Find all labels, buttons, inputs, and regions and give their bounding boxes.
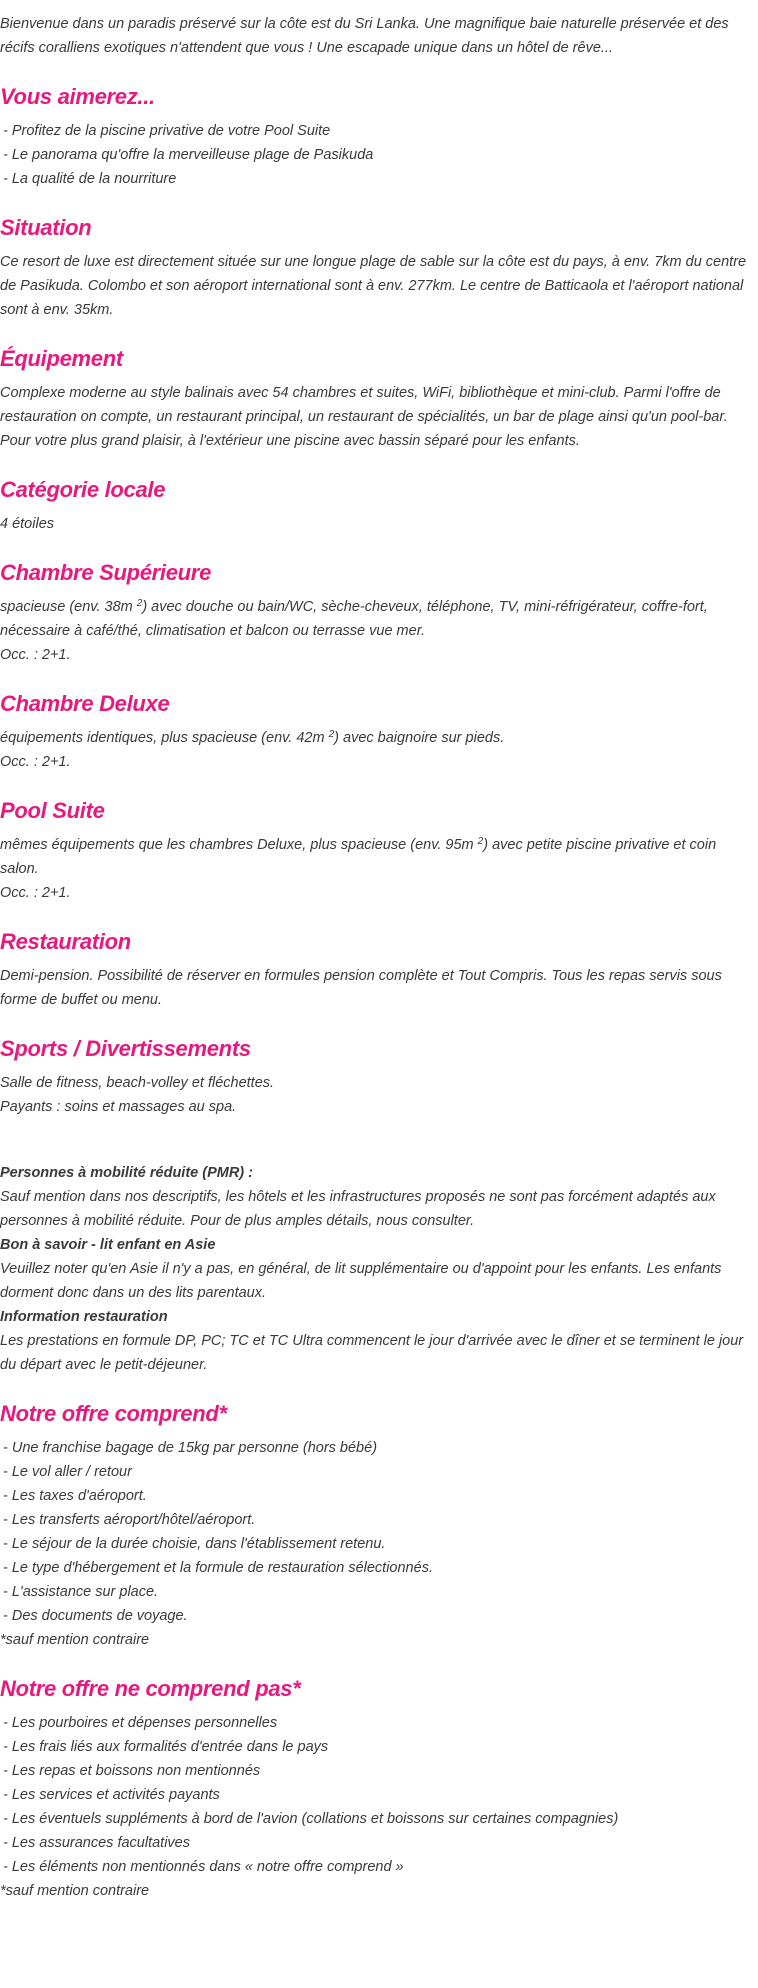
section-title-offre-ne-comprend-pas: Notre offre ne comprend pas* <box>0 1676 301 1701</box>
section-title-pool-suite: Pool Suite <box>0 798 105 823</box>
section-offre-ne-comprend-pas <box>0 1674 758 1903</box>
list-item: - Les taxes d'aéroport. <box>3 1488 147 1504</box>
situation-text: Ce resort de luxe est directement située sur une longue plage de sable sur la côte est du pays, à env. 7km du centre de Pasikuda. Colombo et son aéroport international sont à env. 277km. Le centre de Batticaola et l'aéroport national sont à env. 35km. <box>0 254 747 318</box>
pool-suite-occ: Occ. : 2+1. <box>0 885 71 901</box>
categorie-text: 4 étoiles <box>0 516 55 532</box>
resto-info-text: Les prestations en formule DP, PC; TC et TC Ultra commencent le jour d'arrivée avec le dîner et se terminent le jour du départ avec le petit-déjeuner. <box>0 1333 744 1373</box>
offre-comprend-note: *sauf mention contraire <box>0 1632 150 1648</box>
list-item: - Les frais liés aux formalités d'entrée dans le pays <box>3 1739 329 1755</box>
section-title-offre-comprend: Notre offre comprend* <box>0 1401 227 1426</box>
section-title-chambre-deluxe: Chambre Deluxe <box>0 691 170 716</box>
chambre-superieure-text <box>0 595 758 643</box>
section-infos <box>0 1161 758 1377</box>
list-item: - Une franchise bagage de 15kg par personne (hors bébé) <box>3 1440 378 1456</box>
list-item: - Le vol aller / retour <box>3 1464 132 1480</box>
section-restauration <box>0 927 758 1012</box>
restauration-text: Demi-pension. Possibilité de réserver en formules pension complète et Tout Compris. Tous les repas servis sous forme de buffet ou menu. <box>0 968 722 1008</box>
section-title-vous-aimerez: Vous aimerez... <box>0 84 155 109</box>
list-item: - L'assistance sur place. <box>3 1584 159 1600</box>
list-item: - Le séjour de la durée choisie, dans l'établissement retenu. <box>3 1536 386 1552</box>
list-item: - Les éventuels suppléments à bord de l'avion (collations et boissons sur certaines compagnies) <box>3 1811 619 1827</box>
list-item: - Le type d'hébergement et la formule de restauration sélectionnés. <box>3 1560 433 1576</box>
superscript: 2 <box>477 836 484 847</box>
text-after: ) avec baignoire sur pieds. <box>334 730 505 746</box>
text-before: spacieuse (env. 38m <box>0 599 137 615</box>
section-title-categorie: Catégorie locale <box>0 477 166 502</box>
equipement-text: Complexe moderne au style balinais avec 54 chambres et suites, WiFi, bibliothèque et mini-club. Parmi l'offre de restauration on compte, un restaurant principal, un restaurant de spécialités, un bar de plage ainsi qu'un pool-bar. Pour votre plus grand plaisir, à l'extérieur une piscine avec bassin séparé pour les enfants. <box>0 385 728 449</box>
section-sports <box>0 1034 758 1119</box>
section-equipement <box>0 344 758 453</box>
chambre-superieure-occ: Occ. : 2+1. <box>0 647 71 663</box>
resto-info-title: Information restauration <box>0 1309 168 1325</box>
lit-title: Bon à savoir - lit enfant en Asie <box>0 1237 216 1253</box>
list-item: - Les pourboires et dépenses personnelles <box>3 1715 278 1731</box>
section-title-chambre-superieure: Chambre Supérieure <box>0 560 212 585</box>
superscript: 2 <box>136 598 143 609</box>
list-item: - La qualité de la nourriture <box>3 171 177 187</box>
section-chambre-deluxe <box>0 689 758 774</box>
section-title-situation: Situation <box>0 215 92 240</box>
list-item: - Des documents de voyage. <box>3 1608 188 1624</box>
section-offre-comprend <box>0 1399 758 1652</box>
text-before: mêmes équipements que les chambres Deluxe, plus spacieuse (env. 95m <box>0 837 478 853</box>
section-situation <box>0 213 758 322</box>
text-after: ) avec douche ou bain/WC, sèche-cheveux, téléphone, TV, mini-réfrigérateur, coffre-fort, nécessaire à café/thé, climatisation et balcon ou terrasse vue mer. <box>0 599 708 639</box>
intro-text: Bienvenue dans un paradis préservé sur la côte est du Sri Lanka. Une magnifique baie naturelle préservée et des récifs coralliens exotiques n'attendent que vous ! Une escapade unique dans un hôtel de rêve... <box>0 16 729 56</box>
list-item: - Les repas et boissons non mentionnés <box>3 1763 261 1779</box>
chambre-deluxe-occ: Occ. : 2+1. <box>0 754 71 770</box>
pmr-title: Personnes à mobilité réduite (PMR) : <box>0 1165 253 1181</box>
offre-ne-comprend-pas-note: *sauf mention contraire <box>0 1883 150 1899</box>
list-item: - Les assurances facultatives <box>3 1835 190 1851</box>
pool-suite-text <box>0 833 758 881</box>
section-chambre-superieure <box>0 558 758 667</box>
section-title-sports: Sports / Divertissements <box>0 1036 251 1061</box>
section-vous-aimerez <box>0 82 758 191</box>
sports-line-1: Salle de fitness, beach-volley et fléchettes. <box>0 1075 275 1091</box>
section-title-equipement: Équipement <box>0 346 123 371</box>
list-item: - Les éléments non mentionnés dans « notre offre comprend » <box>3 1859 404 1875</box>
section-title-restauration: Restauration <box>0 929 131 954</box>
lit-text: Veuillez noter qu'en Asie il n'y a pas, en général, de lit supplémentaire ou d'appoint pour les enfants. Les enfants dorment donc dans un des lits parentaux. <box>0 1261 722 1301</box>
section-categorie <box>0 475 758 536</box>
pmr-text: Sauf mention dans nos descriptifs, les hôtels et les infrastructures proposés ne sont pas forcément adaptés aux personnes à mobilité réduite. Pour de plus amples détails, nous consulter. <box>0 1189 716 1229</box>
text-after: ) avec petite piscine privative et coin salon. <box>0 837 717 877</box>
list-item: - Les transferts aéroport/hôtel/aéroport. <box>3 1512 256 1528</box>
text-before: équipements identiques, plus spacieuse (env. 42m <box>0 730 329 746</box>
superscript: 2 <box>328 729 335 740</box>
list-item: - Profitez de la piscine privative de votre Pool Suite <box>3 123 331 139</box>
section-pool-suite <box>0 796 758 905</box>
list-item: - Les services et activités payants <box>3 1787 220 1803</box>
sports-line-2: Payants : soins et massages au spa. <box>0 1099 237 1115</box>
chambre-deluxe-text <box>0 726 758 750</box>
list-item: - Le panorama qu'offre la merveilleuse plage de Pasikuda <box>3 147 374 163</box>
